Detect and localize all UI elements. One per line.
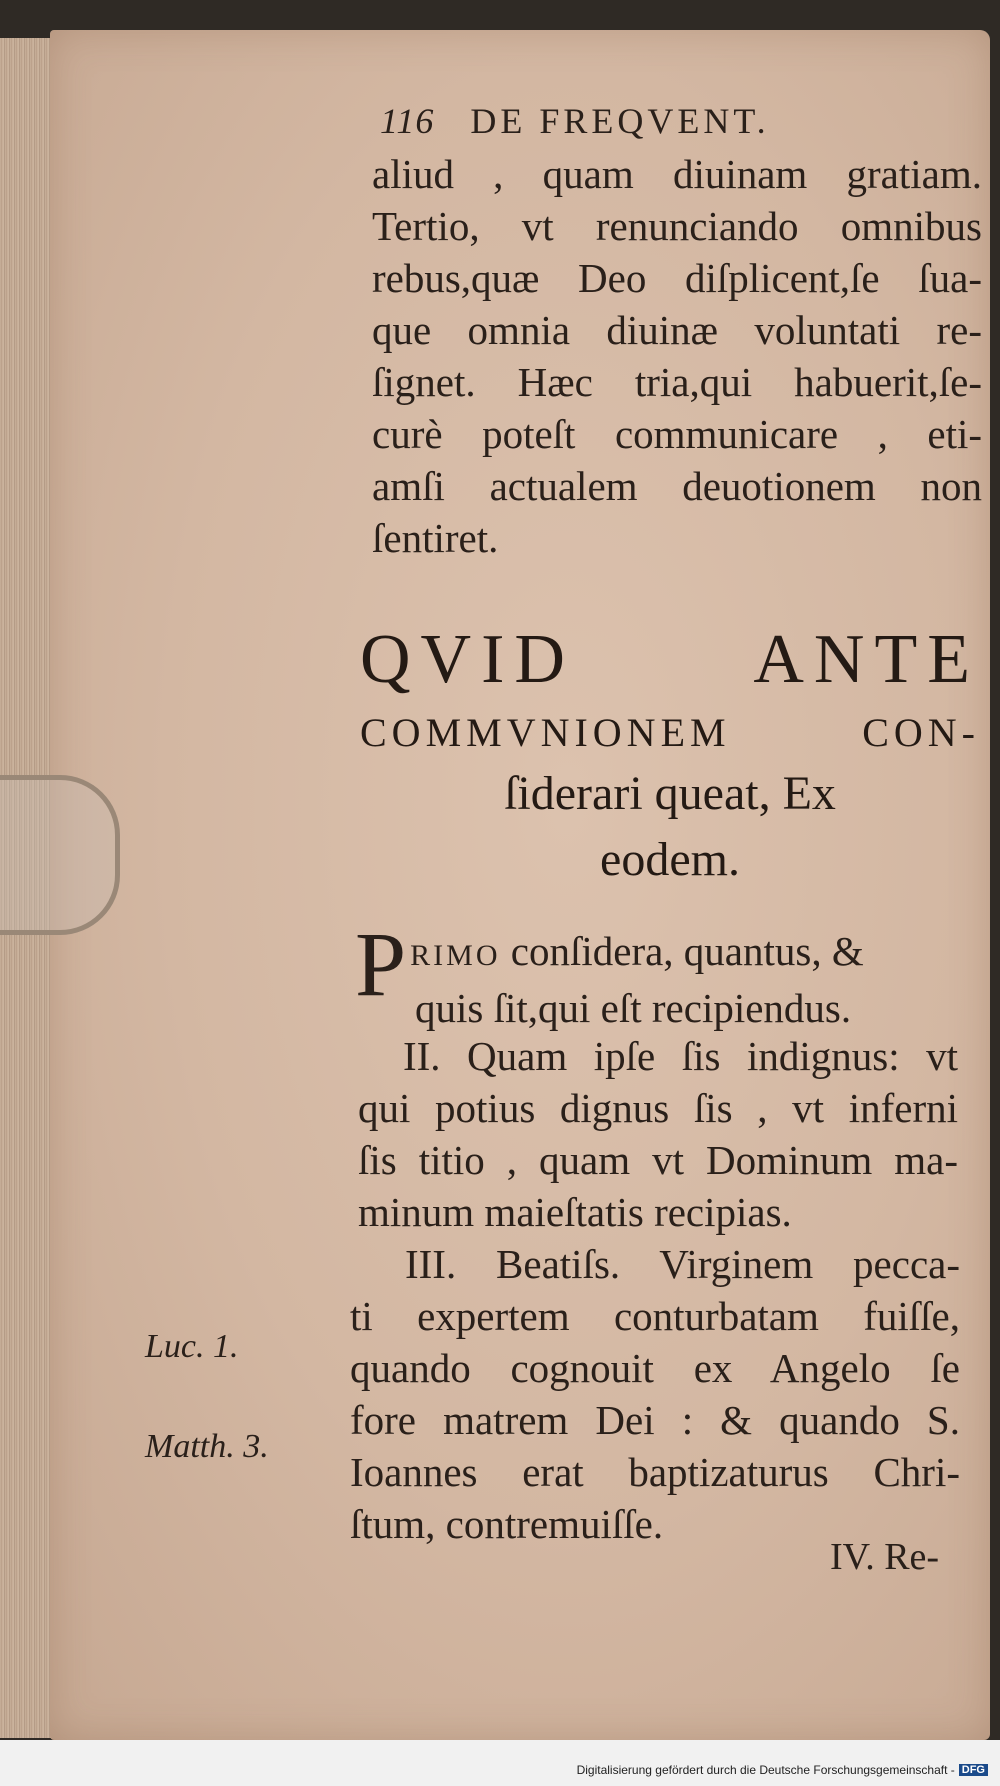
catchword: IV. Re- <box>830 1536 940 1578</box>
text-line: que omnia diuinæ voluntati re- <box>372 307 982 353</box>
text-line: ſtum, contremuiſſe. <box>350 1501 664 1547</box>
text-line: ſis titio , quam vt Dominum ma- <box>358 1137 958 1183</box>
paragraph-3 <box>358 1030 958 1238</box>
text-line: II. Quam ipſe ſis indignus: vt <box>403 1033 958 1079</box>
margin-note-matth: Matth. 3. <box>145 1428 269 1465</box>
small-caps: RIMO <box>410 939 501 972</box>
book-clasp <box>0 775 120 935</box>
section-heading <box>360 615 980 893</box>
text-line: curè poteſt communicare , eti- <box>372 411 982 457</box>
page-number: 116 <box>380 101 435 141</box>
text-line <box>355 925 955 982</box>
paragraph-4 <box>350 1238 960 1550</box>
text-line: ſignet. Hæc tria,qui habuerit,ſe- <box>372 359 982 405</box>
running-title: DE FREQVENT. <box>470 101 770 141</box>
digitization-footer <box>577 1763 988 1777</box>
footer-text: Digitalisierung gefördert durch die Deutsche Forschungsgemeinschaft - <box>576 1763 955 1777</box>
text-line: minum maieſtatis recipias. <box>358 1189 792 1235</box>
heading-line-1: QVID ANTE <box>360 621 980 698</box>
text-line: ti expertem conturbatam fuiſſe, <box>350 1293 960 1339</box>
text-line: quando cognouit ex Angelo ſe <box>350 1345 960 1391</box>
heading-line-2: COMMVNIONEM CON- <box>360 710 980 755</box>
heading-line-3: ſiderari queat, Ex <box>504 767 836 820</box>
paragraph-2 <box>355 913 955 1034</box>
text-line: rebus,quæ Deo diſplicent,ſe ſua- <box>372 255 982 301</box>
text-line: aliud , quam diuinam gratiam. <box>372 151 982 197</box>
dfg-logo: DFG <box>959 1764 988 1776</box>
line-rest: conſidera, quantus, & <box>500 928 864 974</box>
running-header <box>380 100 900 142</box>
text-line: fore matrem Dei : & quando S. <box>350 1397 960 1443</box>
text-line: amſi actualem deuotionem non <box>372 463 982 509</box>
text-line: quis ſit,qui eſt recipiendus. <box>415 985 852 1031</box>
drop-cap: P <box>355 913 407 1015</box>
text-line: III. Beatiſs. Virginem pecca- <box>405 1241 960 1287</box>
text-line: Tertio, vt renunciando omnibus <box>372 203 982 249</box>
heading-line-4: eodem. <box>600 833 740 886</box>
paragraph-1 <box>372 148 982 564</box>
text-line: Ioannes erat baptizaturus Chri- <box>350 1449 960 1495</box>
text-line: qui potius dignus ſis , vt inferni <box>358 1085 958 1131</box>
margin-note-luc: Luc. 1. <box>145 1328 239 1365</box>
text-line: ſentiret. <box>372 515 499 561</box>
